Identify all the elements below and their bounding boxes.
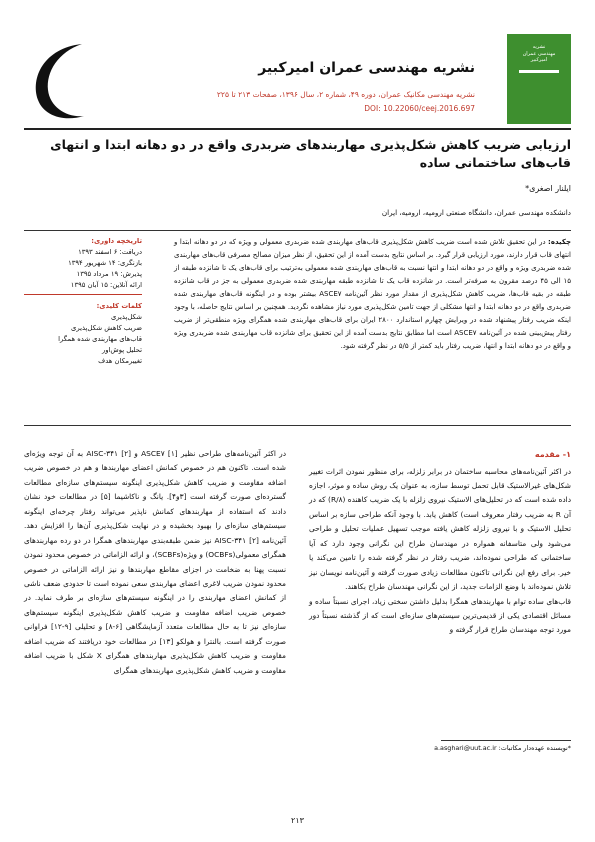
- author-affiliation: دانشکده مهندسی عمران، دانشگاه صنعتی ارومیه، ارومیه، ایران: [381, 208, 571, 217]
- abstract-text: در این تحقیق تلاش شده است ضریب کاهش شکل‌پذیری قاب‌های مهاربندی شده ضربدری معمولی و ویژه که در دو دهانه ابتدا و انتهای قاب قرار دارند، مورد ارزیابی قرار گیرد. بر اساس نتایج بدست آمده از این تحقیق، از نظر میزان مصالح مصرفی قاب‌های مهاربندی شده ضربدری ویژه و واقع در دو دهانه ابتدا و انتها نسبت به قاب‌های مهاربندی شده معمولی به‌ترتیب برای قاب‌های یک تا شانزده طبقه از ۱۵ الی ۴۵ درصد مقرون به صرفه‌تر است. در شانزده قاب یک تا شانزده طبقه مهاربندی شده ضربدری معمولی به جز در قاب شانزده طبقه در بقیه قاب‌ها، ضریب کاهش شکل‌پذیری از مقدار مورد نظر آئین‌نامه ASCE۷ بیشتر بوده و در اینگونه قاب‌های مهاربندی شده ضربدری واقع در دو دهانه ابتدا و انتها مشکلی از جهت تامین شکل‌پذیری مورد نیاز مشاهده نگردید. همچنین بر اساس نتایج حاصله، با وجود اینکه ضریب رفتار پیشنهاد شده در ویرایش چهارم استاندارد ۲۸۰۰ ایران برای قاب‌های مهاربندی شده همگرای ویژه منطقی‌تر از ضریب رفتار پیش‌بینی شده در آئین‌نامه ASCE۷ است اما مطابق نتایج بدست آمده از این تحقیق برای شانزده قاب مهاربندی شده ضربدری ویژه و واقع در دو دهانه ابتدا و انتها، ضریب رفتار باید کمتر از ۵/۵ در نظر گرفته شود.: [174, 238, 571, 350]
- history-line: ارائه آنلاین: ۱۵ آبان ۱۳۹۵: [70, 280, 142, 289]
- keyword-item: شکل‌پذیری: [110, 313, 142, 322]
- journal-cover-image: [507, 34, 571, 124]
- body-column-left: [24, 447, 286, 678]
- history-line: بازنگری: ۱۴ شهریور ۱۳۹۴: [68, 258, 142, 267]
- cover-decoration: [519, 70, 559, 73]
- body-paragraph: قاب‌های ساده توام با مهاربندهای همگرا بدلیل داشتن سختی زیاد، اجرای نسبتاً ساده و مسائل اقتصادی یکی از قدیمی‌ترین سیستم‌های سازه‌ای است که از گذشته نسبتاً دور مورد توجه مهندسان طراح قرار گرفته و: [309, 596, 571, 635]
- journal-issue-info: نشریه مهندسی مکانیک عمران، دوره ۴۹، شماره ۲، سال ۱۳۹۶، صفحات ۲۱۳ تا ۲۲۵: [216, 90, 475, 99]
- footnote-divider: [441, 740, 571, 741]
- cover-line: مهندسی عمران: [522, 50, 556, 57]
- history-line: پذیرش: ۱۹ مرداد ۱۳۹۵: [76, 269, 142, 278]
- keyword-item: تغییرمکان هدف: [98, 356, 142, 365]
- cover-line: نشریه: [532, 44, 546, 50]
- header-divider: [24, 128, 571, 130]
- title-divider: [24, 230, 571, 231]
- footnote-label: *نویسنده عهده‌دار مکاتبات:: [498, 744, 571, 752]
- abstract-label: چکیده:: [548, 238, 571, 246]
- abstract-divider: [24, 425, 571, 426]
- author-email[interactable]: a.asghari@uut.ac.ir: [434, 744, 497, 752]
- article-info-sidebar: [24, 236, 142, 367]
- keywords-title: کلمات کلیدی:: [96, 302, 142, 311]
- paper-title: ارزیابی ضریب کاهش شکل‌پذیری مهاربندهای ضربدری واقع در دو دهانه ابتدا و انتهای قاب‌های ساختمانی ساده: [50, 137, 571, 170]
- doi-link[interactable]: DOI: 10.22060/ceej.2016.697: [364, 104, 475, 113]
- abstract: [174, 236, 571, 352]
- body-paragraph: در اکثر آئین‌نامه‌های محاسبه ساختمان در برابر زلزله، برای منظور نمودن اثرات تغییر شکل‌های غیرالاستیک قابل تحمل توسط سازه، به عنوان یک روش ساده و موثر، اجازه داده شده است که در تحلیل‌های الاستیک نیروی زلزله با یک ضریب کاهنده (R/۸) که در آن R به ضریب رفتار معروف است) کاهش یابد. با وجود آنکه طراحی سازه بر اساس تحلیل الاستیک و با نیروی زلزله کاهش یافته موجب تسهیل عملیات تحلیل و طراحی می‌شود ولی متاسفانه همواره در مهندسان طراح این نگرانی وجود دارد که آیا ساختمانی که طراحی نموده‌اند، ضریب رفتار در نظر گرفته شده را تامین می‌کند یا خیر. برای رفع این نگرانی تاکنون مطالعات زیادی صورت گرفته و آئین‌نامه نویسان نیز تلاش نموده‌اند با وضع الزامات جدید، از این نگرانی مهندسان طراح بکاهند.: [309, 466, 571, 592]
- keyword-item: تحلیل پوش‌اور: [101, 345, 142, 354]
- history-line: دریافت: ۶ اسفند ۱۳۹۳: [78, 247, 142, 256]
- body-paragraph: در اکثر آئین‌نامه‌های طراحی نظیر [۱] ASCE۷ و [۲] AISC-۳۴۱ به آن توجه ویژه‌ای شده است. تاکنون هم در خصوص کمانش اعضای مهاربندها و هم در خصوص ضریب اضافه مقاومت و ضریب کاهش شکل‌پذیری اینگونه سیستم‌های سازه‌ای مطالعات گسترده‌ای صورت گرفته است [۳و۴]. یانگ و ناکاشیما [۵] در مطالعات خود نشان دادند که استفاده از مهاربندهای کمانش ناپذیر می‌تواند رفتار چرخه‌ای اینگونه سیستم‌های سازه‌ای را بهبود بخشیده و در نهایت شکل‌پذیری آن‌ها را افزایش دهد. آئین‌نامه [۲] AISC-۳۴۱ نیز ضمن طبقه‌بندی مهاربندهای همگرا در دو رده مهاربندهای همگرای معمولی(OCBFs) و ویژه(SCBFs)، و ارائه الزاماتی در خصوص محدود نمودن نسبت پهنا به ضخامت در اجزای مقاطع مهاربندها و نیز ارائه الزاماتی در خصوص محدود نمودن ضریب لاغری اعضای مهاربندی سعی نموده است تا حدودی ضعف ناشی از کمانش اعضای مهاربندی را در اینگونه سیستم‌های سازه‌ای بر طرف نماید. در خصوص ضریب اضافه مقاومت و ضریب کاهش شکل‌پذیری اینگونه سیستم‌های سازه‌ای نیز تا به حال مطالعات متعدد آزمایشگاهی [۶-۸] و تحلیلی [۹-۱۲] فراوانی صورت گرفته است. بالنترا و هولکو [۱۳] در مطالعات خود دریافتند که ضریب اضافه مقاومت و ضریب کاهش شکل‌پذیری مهاربندهای همگرای X شکل با ضریب اضافه مقاومت و ضریب کاهش شکل‌پذیری مهاربندهای همگرای: [24, 449, 287, 675]
- journal-title: نشریه مهندسی عمران امیرکبیر: [258, 60, 475, 76]
- author-names: ایلنار اصغری*: [525, 184, 571, 193]
- keyword-item: قاب‌های مهاربندی شده همگرا: [58, 335, 142, 343]
- sidebar-divider: [24, 294, 142, 295]
- section-heading: ۱- مقدمه: [534, 450, 571, 459]
- body-column-right: [309, 447, 571, 638]
- keyword-item: ضریب کاهش شکل‌پذیری: [71, 324, 142, 333]
- corresponding-author-note: [434, 744, 571, 752]
- journal-logo: [24, 38, 110, 124]
- page-number: ۲۱۳: [291, 816, 304, 825]
- cover-line: امیرکبیر: [530, 57, 548, 63]
- history-title: تاریخچه داوری:: [91, 237, 142, 245]
